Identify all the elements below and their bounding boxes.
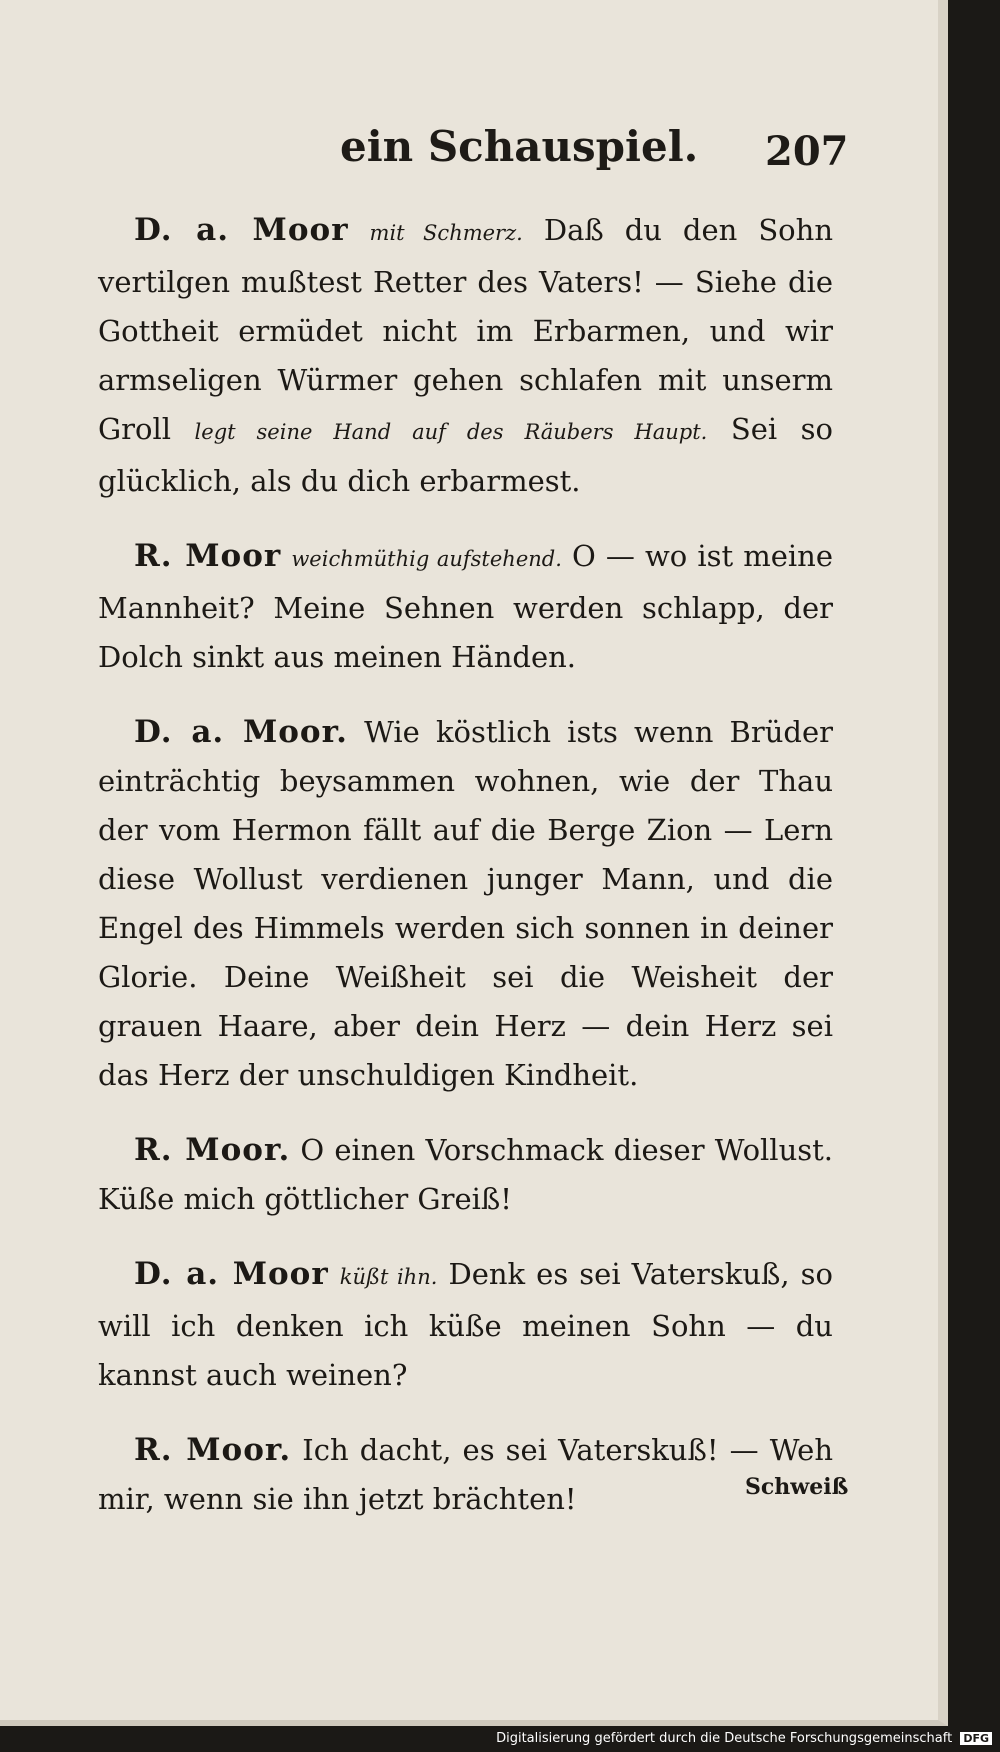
speaker-name: R. Moor.	[134, 1432, 292, 1468]
speaker-name: R. Moor	[134, 538, 282, 574]
speech-2	[98, 532, 833, 682]
speech-6	[98, 1426, 833, 1524]
speech-text: Denk es sei Vaterskuß, so will ich denken ich küße meinen Sohn — du kannst auch weinen?	[98, 1257, 833, 1392]
speech-text: Daß du den Sohn vertilgen mußtest Retter des Vaters! — Siehe die Gottheit ermüdet nicht im Erbarmen, und wir armseligen Würmer gehen schlafen mit unserm Groll	[98, 213, 833, 446]
digitization-credit	[496, 1731, 992, 1746]
speaker-name: R. Moor.	[134, 1132, 291, 1168]
stage-direction: küßt ihn.	[339, 1265, 438, 1289]
speaker-name: D. a. Moor	[134, 1256, 329, 1292]
stage-direction: weichmüthig aufstehend.	[291, 547, 562, 571]
page-number: 207	[765, 128, 849, 175]
speech-5	[98, 1250, 833, 1400]
speaker-name: D. a. Moor.	[134, 714, 348, 750]
running-title: ein Schauspiel.	[340, 122, 699, 171]
speech-text: Wie köstlich ists wenn Brüder einträchtig beysammen wohnen, wie der Thau der vom Hermon fällt auf die Berge Zion — Lern diese Wollust verdienen junger Mann, und die Engel des Himmels werden sich sonnen in deiner Glorie. Deine Weißheit sei die Weisheit der grauen Haare, aber dein Herz — dein Herz sei das Herz der unschuldigen Kindheit.	[98, 715, 833, 1092]
speech-3	[98, 708, 833, 1100]
body-text	[98, 206, 833, 1550]
speaker-name: D. a. Moor	[134, 212, 349, 248]
dfg-logo-icon: DFG	[960, 1732, 992, 1745]
speech-text: Sei so glücklich, als du dich erbarmest.	[98, 412, 833, 498]
speech-text: O — wo ist meine Mannheit? Meine Sehnen werden schlapp, der Dolch sinkt aus meinen Händen.	[98, 539, 834, 674]
speech-1	[98, 206, 833, 506]
stage-direction: mit Schmerz.	[369, 221, 523, 245]
speech-text: O einen Vorschmack dieser Wollust. Küße mich göttlicher Greiß!	[98, 1133, 834, 1216]
speech-text: Ich dacht, es sei Vaterskuß! — Weh mir, wenn sie ihn jetzt brächten!	[98, 1433, 833, 1516]
credit-text: Digitalisierung gefördert durch die Deutsche Forschungsgemeinschaft	[496, 1731, 953, 1746]
stage-direction: legt seine Hand auf des Räubers Haupt.	[194, 420, 708, 444]
catchword: Schweiß	[745, 1474, 849, 1500]
speech-4	[98, 1126, 833, 1224]
running-head	[0, 122, 938, 182]
